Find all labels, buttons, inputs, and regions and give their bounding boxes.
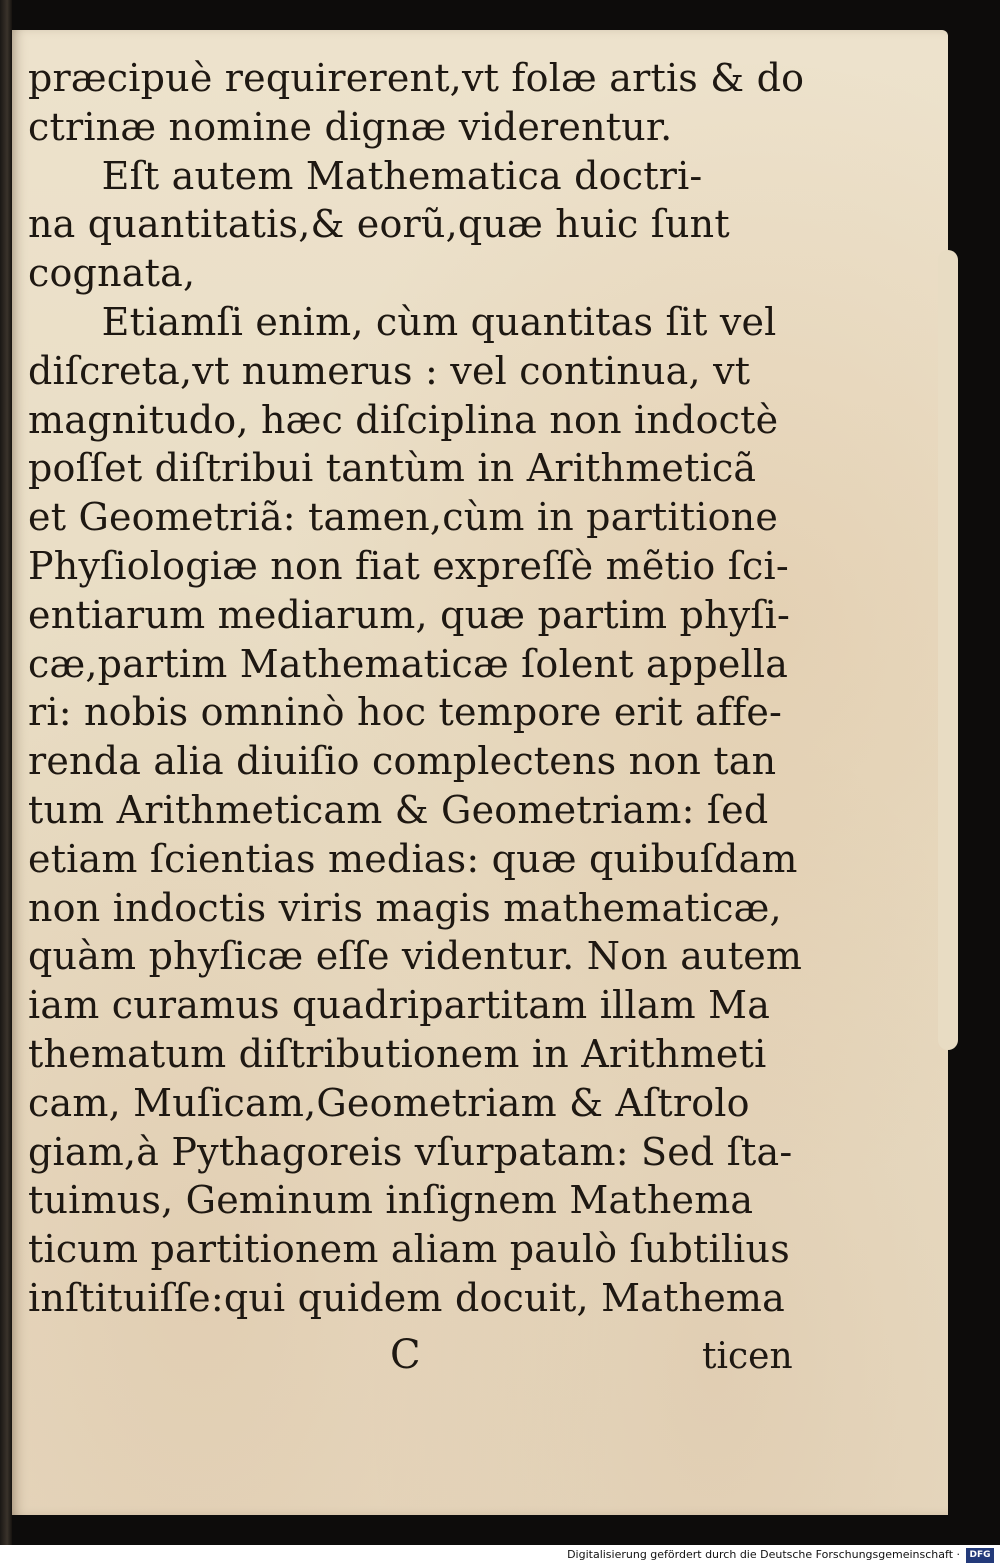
text-line: renda alia diuiſio complectens non tan	[28, 739, 777, 784]
page-text-block	[28, 54, 805, 1323]
text-line: Eſt autem Mathematica doctri-	[28, 153, 703, 198]
digitization-credit: Digitalisierung gefördert durch die Deutsche Forschungsgemeinschaft ·	[567, 1548, 960, 1561]
text-line: præcipuè requirerent,vt folæ artis & do	[28, 56, 805, 100]
text-line: etiam ſcientias medias: quæ quibuſdam	[28, 836, 798, 881]
text-line: cognata,	[28, 251, 196, 296]
book-binding-edge	[0, 0, 12, 1545]
text-line: cam, Muſicam,Geometriam & Aſtrolo	[28, 1080, 750, 1125]
torn-page-edge	[938, 250, 958, 1050]
text-line: entiarum mediarum, quæ partim phyſi-	[28, 592, 791, 637]
text-line: quàm phyſicæ eſſe videntur. Non autem	[28, 934, 803, 979]
text-line: tum Arithmeticam & Geometriam: ſed	[28, 787, 769, 832]
text-line: poſſet diſtribui tantùm in Arithmeticã	[28, 446, 757, 491]
text-line: ri: nobis omninò hoc tempore erit affe-	[28, 690, 783, 735]
text-line: ticum partitionem aliam paulò ſubtilius	[28, 1227, 790, 1272]
text-line: diſcreta,vt numerus : vel continua, vt	[28, 348, 751, 393]
text-line: na quantitatis,& eorũ,quæ huic ſunt	[28, 202, 730, 247]
text-line: giam,à Pythagoreis vſurpatam: Sed ſta-	[28, 1129, 793, 1174]
text-line: tuimus, Geminum inſignem Mathema	[28, 1178, 754, 1223]
catchword: ticen	[702, 1336, 793, 1377]
dfg-logo-icon: DFG	[966, 1548, 994, 1563]
signature-mark: C	[390, 1332, 421, 1378]
text-line: thematum diſtributionem in Arithmeti	[28, 1031, 767, 1076]
text-line: inſtituiſſe:qui quidem docuit, Mathema	[28, 1275, 785, 1320]
footer-bar	[0, 1545, 1000, 1567]
text-line: et Geometriã: tamen,cùm in partitione	[28, 495, 779, 540]
book-page	[12, 30, 948, 1515]
text-line: magnitudo, hæc diſciplina non indoctè	[28, 397, 779, 442]
text-line: Phyſiologiæ non fiat expreſſè mẽtio ſci-	[28, 543, 789, 588]
text-line: ctrinæ nomine dignæ viderentur.	[28, 104, 673, 149]
text-line: non indoctis viris magis mathematicæ,	[28, 885, 782, 930]
page-foot	[12, 1332, 952, 1392]
text-line: cæ,partim Mathematicæ ſolent appella	[28, 641, 789, 686]
text-line: Etiamſi enim, cùm quantitas ſit vel	[28, 299, 777, 344]
text-line: iam curamus quadripartitam illam Ma	[28, 983, 771, 1028]
